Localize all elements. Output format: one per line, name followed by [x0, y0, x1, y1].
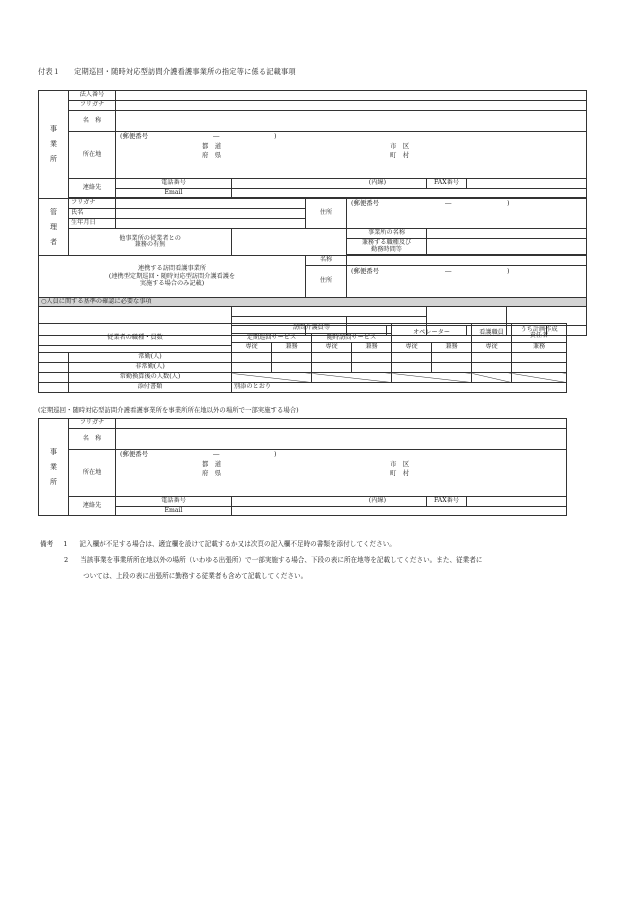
manager-work-type-field[interactable] — [427, 239, 587, 255]
corp-number-field[interactable] — [116, 91, 587, 101]
partner-address-label: 住所 — [306, 266, 347, 298]
count-cell[interactable] — [312, 353, 352, 363]
branch-location-field[interactable]: (郵便番号 ― ) 都 道 府 県 市 区 町 村 — [116, 450, 567, 497]
row-fte-label: 常勤換算後の人数(人) — [69, 373, 232, 383]
form-title-line — [38, 67, 296, 77]
form-title: 定期巡回・随時対応型訪問介護看護事業所の指定等に係る記載事項 — [74, 67, 296, 76]
office-name-label: 名 称 — [69, 111, 116, 132]
staff-role-header-cell: 従業者の職種・員数 — [39, 324, 232, 353]
col-full: 専従 — [472, 343, 512, 353]
partner-label: 連携する訪問看護事業所 (連携型定期巡回・随時対応型訪問介護看護を 実施する場合のみ記載) — [39, 256, 306, 298]
branch-form-table — [38, 418, 567, 516]
form-number: 付表１ — [38, 67, 61, 76]
branch-name-label: 名 称 — [69, 429, 116, 450]
col-full: 専従 — [392, 343, 432, 353]
branch-email-label: Email — [116, 507, 232, 516]
count-cell[interactable] — [232, 353, 272, 363]
nurse-header-cell: 看護職員 — [472, 324, 512, 343]
planner-header-cell: うち計画作成 責任者 — [512, 324, 567, 343]
branch-side-label: 事 業 所 — [39, 419, 69, 516]
row-fulltime-label: 常勤(人) — [69, 353, 232, 363]
branch-location-label: 所在地 — [69, 450, 116, 497]
branch-tel-field[interactable]: (内線) — [232, 497, 427, 507]
count-cell[interactable] — [232, 363, 272, 373]
count-cell[interactable] — [392, 353, 432, 363]
remark-2a: 当該事業を事業所所在地以外の場所（いわゆる出張所）で一部実施する場合、下段の表に所在地等を記載してください。また、従業者に — [80, 556, 483, 564]
home-care-header-cell: 訪問介護員等 — [232, 324, 392, 334]
remark-1: 記入欄が不足する場合は、適宜欄を設けて記載するか又は次頁の記入欄不足時の書類を添付してください。 — [79, 540, 396, 548]
manager-address-label: 住所 — [306, 199, 347, 229]
count-cell[interactable] — [272, 353, 312, 363]
partner-name-field[interactable] — [347, 256, 587, 266]
row-parttime-label: 非常勤(人) — [69, 363, 232, 373]
manager-furigana-label: フリガナ — [69, 199, 116, 209]
periodic-header-cell: 定期巡回サービス — [232, 334, 312, 343]
branch-fax-field[interactable] — [467, 497, 567, 507]
manager-other-work-field[interactable] — [232, 229, 347, 256]
col-full: 専従 — [312, 343, 352, 353]
count-cell[interactable] — [432, 363, 472, 373]
office-name-field[interactable] — [116, 111, 587, 132]
manager-side-label: 管 理 者 — [39, 199, 69, 256]
count-cell[interactable] — [472, 363, 512, 373]
branch-fax-label: FAX番号 — [427, 497, 467, 507]
manager-birth-field[interactable] — [116, 219, 306, 229]
branch-name-field[interactable] — [116, 429, 567, 450]
office-furigana-label: フリガナ — [69, 101, 116, 111]
office-location-field[interactable]: (郵便番号 ― ) 都 道 府 県 市 区 町 村 — [116, 132, 587, 179]
count-cell[interactable] — [272, 363, 312, 373]
branch-contact-label: 連絡先 — [69, 497, 116, 516]
operator-header-cell: オペレーター — [392, 324, 472, 343]
fte-cell-diagonal[interactable] — [312, 373, 392, 383]
office-email-field[interactable] — [232, 189, 587, 198]
manager-work-office-field[interactable] — [427, 229, 587, 239]
fte-cell-diagonal[interactable] — [232, 373, 312, 383]
branch-email-field[interactable] — [232, 507, 567, 516]
count-cell[interactable] — [312, 363, 352, 373]
manager-work-office-label: 事業所の名称 — [347, 229, 427, 239]
count-cell[interactable] — [512, 353, 567, 363]
remarks-label: 備考 — [40, 540, 54, 548]
attach-label: 添付書類 — [69, 383, 232, 393]
count-cell[interactable] — [352, 353, 392, 363]
branch-caption: (定期巡回・随時対応型訪問介護看護事業所を事業所所在地以外の場所で一部実施する場合) — [38, 406, 299, 414]
office-tel-field[interactable]: (内線) — [232, 179, 427, 189]
on-demand-header-cell: 随時訪問サービス — [312, 334, 392, 343]
manager-other-work-label: 他事業所の従業者との 兼務の有無 — [69, 229, 232, 256]
manager-birth-label: 生年月日 — [69, 219, 116, 229]
fte-cell-diagonal[interactable] — [512, 373, 567, 383]
col-part: 兼務 — [352, 343, 392, 353]
office-location-label: 所在地 — [69, 132, 116, 179]
branch-furigana-field[interactable] — [116, 419, 567, 429]
office-fax-label: FAX番号 — [427, 179, 467, 189]
col-part: 兼務 — [432, 343, 472, 353]
col-full: 専従 — [232, 343, 272, 353]
fte-cell-diagonal[interactable] — [472, 373, 512, 383]
corp-number-label: 法人番号 — [69, 91, 116, 101]
col-part: 兼務 — [512, 343, 567, 353]
branch-tel-label: 電話番号 — [116, 497, 232, 507]
count-cell[interactable] — [512, 363, 567, 373]
office-fax-field[interactable] — [467, 179, 587, 189]
branch-furigana-label: フリガナ — [69, 419, 116, 429]
col-part: 兼務 — [272, 343, 312, 353]
staff-count-table — [38, 323, 567, 393]
office-tel-label: 電話番号 — [116, 179, 232, 189]
office-side-label: 事 業 所 — [39, 91, 69, 199]
count-cell[interactable] — [352, 363, 392, 373]
remark-2b: ついては、上段の表に出張所に勤務する従業者も含めて記載してください。 — [83, 572, 308, 580]
count-cell[interactable] — [432, 353, 472, 363]
staff-section-header: ○人員に関する基準の確認に必要な事項 — [39, 298, 587, 307]
count-cell[interactable] — [392, 363, 432, 373]
manager-address-field[interactable]: (郵便番号 ― ) — [347, 199, 587, 229]
fte-cell-diagonal[interactable] — [392, 373, 472, 383]
partner-address-field[interactable]: (郵便番号 ― ) — [347, 266, 587, 298]
partner-name-label: 名称 — [306, 256, 347, 266]
manager-work-type-label: 兼務する職種及び 勤務時間等 — [347, 239, 427, 255]
office-furigana-field[interactable] — [116, 101, 587, 111]
office-contact-label: 連絡先 — [69, 179, 116, 198]
manager-furigana-field[interactable] — [116, 199, 306, 209]
attach-value: 別添のとおり — [232, 383, 567, 393]
remarks: 備考 1 記入欄が不足する場合は、適宜欄を設けて記載するか又は次頁の記入欄不足時の書類を添付してください。 2 当該事業を事業所所在地以外の場所（いわゆる出張所）で一部実施する場合、下段の表に所在地等を記載してください。また、従業者に ついては、上段の表に出張所に勤務する従業者も含めて記載してください。 — [40, 540, 483, 580]
manager-name-field[interactable] — [116, 209, 306, 219]
manager-name-label: 氏名 — [69, 209, 116, 219]
count-cell[interactable] — [472, 353, 512, 363]
main-form-table — [38, 90, 587, 346]
office-email-label: Email — [116, 189, 232, 198]
